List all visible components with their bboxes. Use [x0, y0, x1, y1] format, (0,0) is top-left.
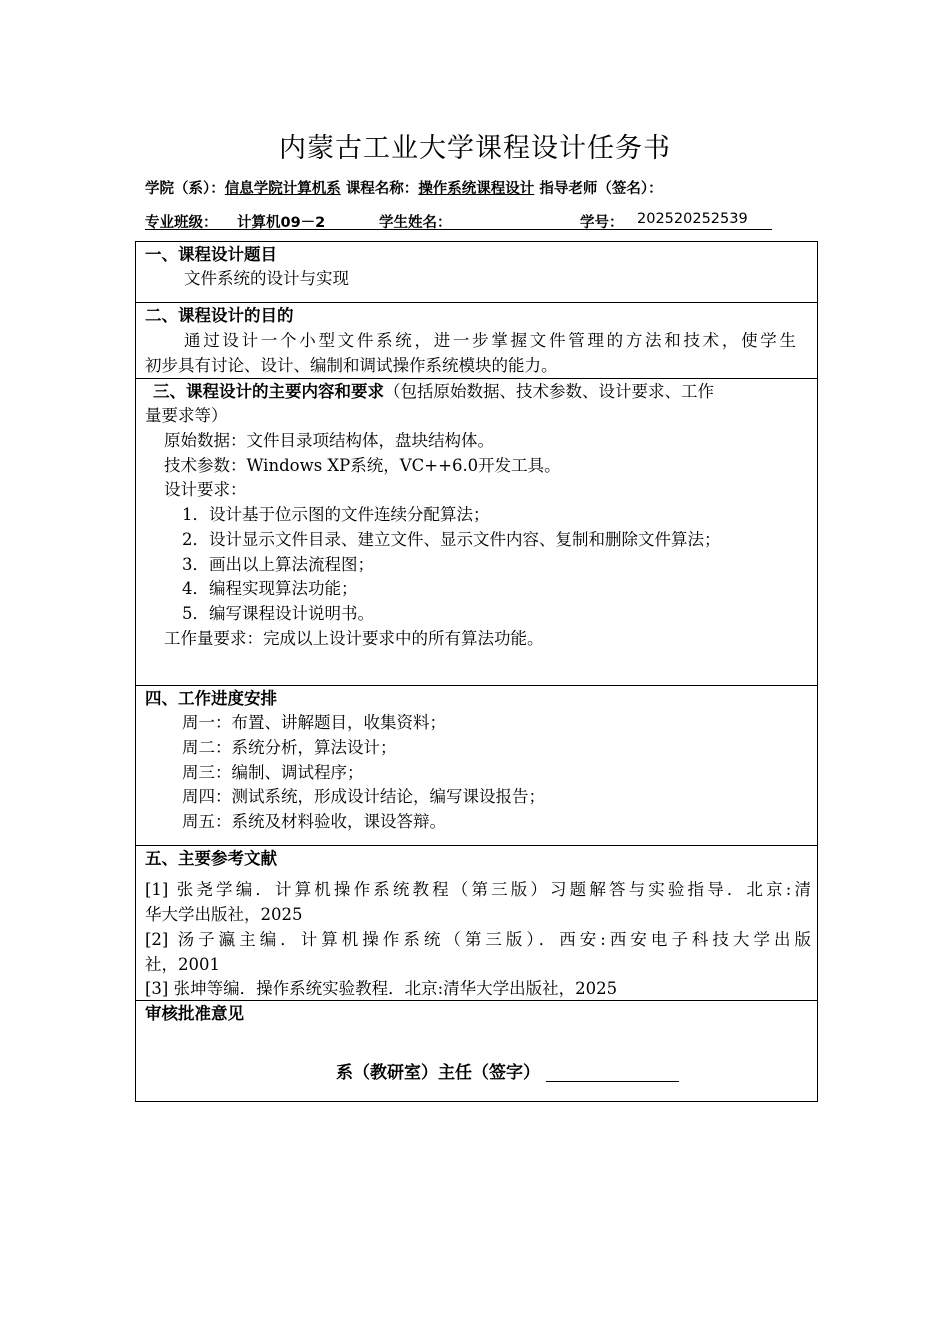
requirements-label: 设计要求： — [164, 480, 247, 499]
section-content-heading: 三、课程设计的主要内容和要求 — [153, 382, 384, 401]
section-purpose-body-1: 通过设计一个小型文件系统，进一步掌握文件管理的方法和技术，使学生 — [184, 331, 796, 350]
advisor-label: 指导老师（签名）： — [539, 181, 663, 197]
reference-3: [3] 张坤等编．操作系统实验教程．北京:清华大学出版社，2025 — [145, 979, 618, 998]
reference-2-line-2: 社，2001 — [145, 955, 220, 974]
section-content-heading-line — [153, 380, 714, 404]
schedule-item: 周三：编制、调试程序； — [182, 763, 364, 782]
section-schedule-heading: 四、工作进度安排 — [145, 689, 277, 708]
section-approval — [136, 1001, 817, 1101]
requirement-item: 1．设计基于位示图的文件连续分配算法； — [182, 505, 490, 524]
meta-row-1 — [145, 177, 663, 198]
document-title: 内蒙古工业大学课程设计任务书 — [279, 133, 671, 164]
raw-data-line: 原始数据：文件目录项结构体，盘块结构体。 — [164, 431, 494, 450]
director-signature-label: 系（教研室）主任（签字） — [336, 1063, 540, 1083]
schedule-item: 周五：系统及材料验收，课设答辩。 — [182, 812, 446, 831]
requirement-item: 2．设计显示文件目录、建立文件、显示文件内容、复制和删除文件算法； — [182, 530, 721, 549]
meta-row-2 — [145, 211, 772, 230]
section-topic — [136, 242, 817, 303]
section-purpose-body-2: 初步具有讨论、设计、编制和调试操作系统模块的能力。 — [145, 356, 558, 375]
section-references — [136, 846, 817, 1001]
requirement-item: 5．编写课程设计说明书。 — [182, 604, 374, 623]
section-topic-heading: 一、课程设计题目 — [145, 245, 277, 264]
course-label: 课程名称： — [345, 181, 419, 197]
director-signature-line — [336, 1058, 679, 1083]
schedule-item: 周四：测试系统，形成设计结论，编写课设报告； — [182, 787, 545, 806]
section-topic-body: 文件系统的设计与实现 — [184, 269, 349, 288]
class-value: 计算机09－2 — [237, 215, 326, 231]
schedule-item: 周二：系统分析，算法设计； — [182, 738, 397, 757]
section-content-heading-note-2: 量要求等） — [145, 406, 228, 425]
reference-1-line-1: [1] 张尧学编．计算机操作系统教程（第三版）习题解答与实验指导．北京:清 — [145, 880, 811, 899]
tech-params-line: 技术参数：Windows XP系统，VC++6.0开发工具。 — [164, 456, 561, 475]
signature-blank[interactable] — [546, 1063, 679, 1082]
student-label: 学生姓名： — [379, 215, 452, 231]
section-purpose — [136, 303, 817, 379]
requirement-item: 4．编程实现算法功能； — [182, 579, 358, 598]
reference-1-line-2: 华大学出版社，2025 — [145, 905, 303, 924]
section-references-heading: 五、主要参考文献 — [145, 849, 277, 868]
section-content-heading-note: （包括原始数据、技术参数、设计要求、工作 — [384, 382, 714, 401]
schedule-item: 周一：布置、讲解题目，收集资料； — [182, 713, 446, 732]
section-schedule — [136, 686, 817, 846]
section-purpose-heading: 二、课程设计的目的 — [145, 306, 294, 325]
id-label: 学号： — [580, 215, 624, 231]
college-value: 信息学院计算机系 — [224, 181, 341, 197]
course-value: 操作系统课程设计 — [418, 181, 535, 197]
workload-line: 工作量要求：完成以上设计要求中的所有算法功能。 — [164, 629, 544, 648]
class-label: 专业班级： — [145, 215, 218, 231]
reference-2-line-1: [2] 汤子瀛主编．计算机操作系统（第三版）．西安:西安电子科技大学出版 — [145, 930, 811, 949]
college-label: 学院（系）： — [145, 181, 225, 197]
task-form — [135, 241, 818, 1102]
section-approval-heading: 审核批准意见 — [145, 1004, 244, 1023]
requirement-item: 3．画出以上算法流程图； — [182, 555, 374, 574]
section-content — [136, 379, 817, 686]
id-value: 202520252539 — [637, 211, 748, 227]
